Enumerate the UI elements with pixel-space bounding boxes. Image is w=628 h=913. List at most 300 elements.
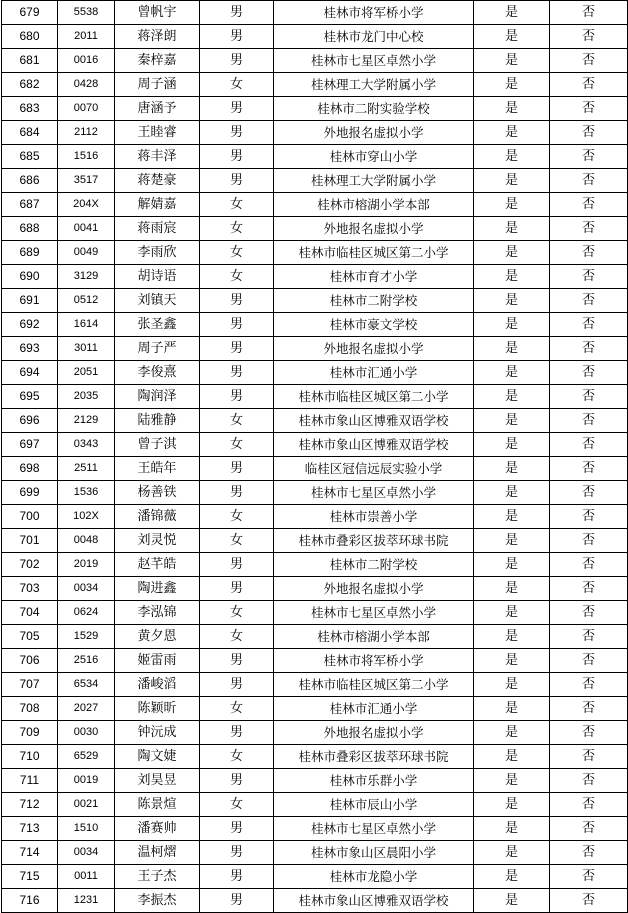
id-suffix-cell: 2112 [58,121,115,145]
table-row [2,265,628,289]
no-flag-cell: 否 [550,409,628,433]
student-list-table [1,0,628,913]
yes-flag-cell: 是 [474,289,550,313]
no-flag-cell: 否 [550,169,628,193]
table-row [2,865,628,889]
no-flag-cell: 否 [550,745,628,769]
no-flag-cell: 否 [550,601,628,625]
table-row [2,577,628,601]
no-flag-cell: 否 [550,289,628,313]
yes-flag-cell: 是 [474,769,550,793]
table-row [2,649,628,673]
student-name-cell: 姬雷雨 [115,649,200,673]
id-suffix-cell: 6534 [58,673,115,697]
table-row [2,745,628,769]
school-name-cell: 桂林市叠彩区拔萃环球书院 [274,529,474,553]
no-flag-cell: 否 [550,553,628,577]
student-name-cell: 王睦睿 [115,121,200,145]
gender-cell: 男 [200,169,274,193]
no-flag-cell: 否 [550,817,628,841]
yes-flag-cell: 是 [474,217,550,241]
gender-cell: 男 [200,25,274,49]
gender-cell: 女 [200,241,274,265]
row-number-cell: 712 [2,793,58,817]
row-number-cell: 701 [2,529,58,553]
student-name-cell: 蒋雨宸 [115,217,200,241]
table-row [2,49,628,73]
school-name-cell: 桂林市叠彩区拔萃环球书院 [274,745,474,769]
school-name-cell: 桂林市七星区卓然小学 [274,601,474,625]
no-flag-cell: 否 [550,841,628,865]
table-row [2,481,628,505]
table-row [2,337,628,361]
yes-flag-cell: 是 [474,625,550,649]
table-body [2,1,628,913]
id-suffix-cell: 2027 [58,697,115,721]
row-number-cell: 714 [2,841,58,865]
school-name-cell: 桂林市象山区晨阳小学 [274,841,474,865]
no-flag-cell: 否 [550,721,628,745]
row-number-cell: 711 [2,769,58,793]
table-row [2,889,628,913]
school-name-cell: 桂林市育才小学 [274,265,474,289]
table-row [2,529,628,553]
school-name-cell: 桂林市辰山小学 [274,793,474,817]
yes-flag-cell: 是 [474,25,550,49]
no-flag-cell: 否 [550,793,628,817]
gender-cell: 女 [200,265,274,289]
id-suffix-cell: 3129 [58,265,115,289]
id-suffix-cell: 0048 [58,529,115,553]
student-name-cell: 秦梓嘉 [115,49,200,73]
row-number-cell: 698 [2,457,58,481]
school-name-cell: 桂林市龙隐小学 [274,865,474,889]
gender-cell: 男 [200,721,274,745]
student-name-cell: 陶润泽 [115,385,200,409]
table-row [2,25,628,49]
school-name-cell: 桂林市临桂区城区第二小学 [274,673,474,697]
gender-cell: 女 [200,697,274,721]
yes-flag-cell: 是 [474,1,550,25]
gender-cell: 男 [200,97,274,121]
row-number-cell: 702 [2,553,58,577]
id-suffix-cell: 0041 [58,217,115,241]
table-row [2,241,628,265]
table-row [2,601,628,625]
yes-flag-cell: 是 [474,673,550,697]
table-row [2,769,628,793]
row-number-cell: 703 [2,577,58,601]
row-number-cell: 691 [2,289,58,313]
gender-cell: 男 [200,769,274,793]
school-name-cell: 桂林市象山区博雅双语学校 [274,889,474,913]
yes-flag-cell: 是 [474,337,550,361]
row-number-cell: 692 [2,313,58,337]
student-name-cell: 黄夕恩 [115,625,200,649]
student-name-cell: 蒋丰泽 [115,145,200,169]
id-suffix-cell: 0016 [58,49,115,73]
gender-cell: 男 [200,361,274,385]
row-number-cell: 706 [2,649,58,673]
school-name-cell: 桂林市崇善小学 [274,505,474,529]
yes-flag-cell: 是 [474,649,550,673]
table-row [2,73,628,97]
no-flag-cell: 否 [550,145,628,169]
gender-cell: 男 [200,337,274,361]
school-name-cell: 桂林理工大学附属小学 [274,73,474,97]
student-name-cell: 陶进鑫 [115,577,200,601]
id-suffix-cell: 0019 [58,769,115,793]
school-name-cell: 桂林市龙门中心校 [274,25,474,49]
table-row [2,625,628,649]
table-row [2,697,628,721]
no-flag-cell: 否 [550,769,628,793]
table-row [2,97,628,121]
gender-cell: 女 [200,625,274,649]
table-row [2,385,628,409]
school-name-cell: 桂林市榕湖小学本部 [274,625,474,649]
id-suffix-cell: 1510 [58,817,115,841]
no-flag-cell: 否 [550,481,628,505]
school-name-cell: 桂林市将军桥小学 [274,649,474,673]
no-flag-cell: 否 [550,697,628,721]
id-suffix-cell: 2516 [58,649,115,673]
id-suffix-cell: 0030 [58,721,115,745]
row-number-cell: 681 [2,49,58,73]
student-name-cell: 王子杰 [115,865,200,889]
school-name-cell: 桂林市七星区卓然小学 [274,817,474,841]
id-suffix-cell: 1231 [58,889,115,913]
school-name-cell: 桂林市临桂区城区第二小学 [274,385,474,409]
yes-flag-cell: 是 [474,145,550,169]
yes-flag-cell: 是 [474,169,550,193]
yes-flag-cell: 是 [474,481,550,505]
id-suffix-cell: 0343 [58,433,115,457]
student-name-cell: 赵芊皓 [115,553,200,577]
student-name-cell: 李振杰 [115,889,200,913]
id-suffix-cell: 0070 [58,97,115,121]
yes-flag-cell: 是 [474,793,550,817]
no-flag-cell: 否 [550,625,628,649]
id-suffix-cell: 1536 [58,481,115,505]
id-suffix-cell: 0034 [58,841,115,865]
table-row [2,409,628,433]
table-row [2,817,628,841]
id-suffix-cell: 0428 [58,73,115,97]
school-name-cell: 桂林市汇通小学 [274,697,474,721]
row-number-cell: 679 [2,1,58,25]
school-name-cell: 桂林市乐群小学 [274,769,474,793]
id-suffix-cell: 204X [58,193,115,217]
id-suffix-cell: 3517 [58,169,115,193]
id-suffix-cell: 0512 [58,289,115,313]
student-name-cell: 曾帆宇 [115,1,200,25]
gender-cell: 男 [200,841,274,865]
no-flag-cell: 否 [550,529,628,553]
yes-flag-cell: 是 [474,433,550,457]
row-number-cell: 699 [2,481,58,505]
student-name-cell: 周子涵 [115,73,200,97]
row-number-cell: 689 [2,241,58,265]
row-number-cell: 684 [2,121,58,145]
student-name-cell: 刘镇天 [115,289,200,313]
id-suffix-cell: 102X [58,505,115,529]
school-name-cell: 桂林市穿山小学 [274,145,474,169]
row-number-cell: 686 [2,169,58,193]
school-name-cell: 桂林市将军桥小学 [274,1,474,25]
gender-cell: 女 [200,73,274,97]
row-number-cell: 683 [2,97,58,121]
gender-cell: 男 [200,577,274,601]
school-name-cell: 桂林市二附学校 [274,289,474,313]
table-row [2,121,628,145]
id-suffix-cell: 0049 [58,241,115,265]
id-suffix-cell: 2019 [58,553,115,577]
row-number-cell: 688 [2,217,58,241]
school-name-cell: 桂林市临桂区城区第二小学 [274,241,474,265]
school-name-cell: 桂林市二附实验学校 [274,97,474,121]
id-suffix-cell: 2011 [58,25,115,49]
student-name-cell: 刘昊昱 [115,769,200,793]
row-number-cell: 705 [2,625,58,649]
row-number-cell: 716 [2,889,58,913]
table-row [2,289,628,313]
gender-cell: 男 [200,889,274,913]
row-number-cell: 680 [2,25,58,49]
row-number-cell: 709 [2,721,58,745]
table-row [2,361,628,385]
no-flag-cell: 否 [550,121,628,145]
gender-cell: 女 [200,793,274,817]
id-suffix-cell: 6529 [58,745,115,769]
student-name-cell: 张圣鑫 [115,313,200,337]
yes-flag-cell: 是 [474,841,550,865]
row-number-cell: 713 [2,817,58,841]
student-name-cell: 蒋泽朗 [115,25,200,49]
no-flag-cell: 否 [550,49,628,73]
gender-cell: 女 [200,409,274,433]
row-number-cell: 695 [2,385,58,409]
student-name-cell: 唐涵予 [115,97,200,121]
student-name-cell: 潘锦薇 [115,505,200,529]
table-row [2,505,628,529]
school-name-cell: 临桂区冠信远辰实验小学 [274,457,474,481]
no-flag-cell: 否 [550,337,628,361]
yes-flag-cell: 是 [474,361,550,385]
table-row [2,193,628,217]
no-flag-cell: 否 [550,241,628,265]
gender-cell: 男 [200,673,274,697]
no-flag-cell: 否 [550,457,628,481]
yes-flag-cell: 是 [474,865,550,889]
id-suffix-cell: 2129 [58,409,115,433]
table-row [2,1,628,25]
yes-flag-cell: 是 [474,313,550,337]
school-name-cell: 外地报名虚拟小学 [274,721,474,745]
gender-cell: 男 [200,313,274,337]
gender-cell: 男 [200,865,274,889]
row-number-cell: 693 [2,337,58,361]
table-row [2,841,628,865]
yes-flag-cell: 是 [474,49,550,73]
gender-cell: 女 [200,217,274,241]
table-row [2,721,628,745]
school-name-cell: 外地报名虚拟小学 [274,577,474,601]
no-flag-cell: 否 [550,385,628,409]
row-number-cell: 707 [2,673,58,697]
no-flag-cell: 否 [550,313,628,337]
gender-cell: 女 [200,745,274,769]
id-suffix-cell: 0011 [58,865,115,889]
yes-flag-cell: 是 [474,409,550,433]
student-name-cell: 李泓锦 [115,601,200,625]
table-row [2,145,628,169]
yes-flag-cell: 是 [474,745,550,769]
table-row [2,793,628,817]
school-name-cell: 桂林市豪文学校 [274,313,474,337]
school-name-cell: 桂林市七星区卓然小学 [274,481,474,505]
no-flag-cell: 否 [550,73,628,97]
student-name-cell: 陆雅静 [115,409,200,433]
table-row [2,673,628,697]
yes-flag-cell: 是 [474,241,550,265]
id-suffix-cell: 0624 [58,601,115,625]
row-number-cell: 704 [2,601,58,625]
row-number-cell: 694 [2,361,58,385]
gender-cell: 男 [200,49,274,73]
school-name-cell: 桂林市二附学校 [274,553,474,577]
school-name-cell: 桂林理工大学附属小学 [274,169,474,193]
row-number-cell: 715 [2,865,58,889]
no-flag-cell: 否 [550,577,628,601]
student-name-cell: 周子严 [115,337,200,361]
gender-cell: 男 [200,385,274,409]
id-suffix-cell: 1529 [58,625,115,649]
school-name-cell: 外地报名虚拟小学 [274,217,474,241]
student-name-cell: 钟沅成 [115,721,200,745]
table-row [2,313,628,337]
no-flag-cell: 否 [550,865,628,889]
row-number-cell: 687 [2,193,58,217]
no-flag-cell: 否 [550,265,628,289]
gender-cell: 男 [200,1,274,25]
school-name-cell: 桂林市象山区博雅双语学校 [274,433,474,457]
table-row [2,433,628,457]
id-suffix-cell: 0021 [58,793,115,817]
no-flag-cell: 否 [550,97,628,121]
gender-cell: 男 [200,817,274,841]
school-name-cell: 桂林市汇通小学 [274,361,474,385]
no-flag-cell: 否 [550,505,628,529]
row-number-cell: 685 [2,145,58,169]
no-flag-cell: 否 [550,25,628,49]
table-row [2,169,628,193]
gender-cell: 男 [200,289,274,313]
student-name-cell: 蒋楚豪 [115,169,200,193]
id-suffix-cell: 2035 [58,385,115,409]
student-name-cell: 李雨欣 [115,241,200,265]
id-suffix-cell: 2051 [58,361,115,385]
student-name-cell: 潘赛帅 [115,817,200,841]
gender-cell: 男 [200,457,274,481]
table-row [2,217,628,241]
gender-cell: 女 [200,529,274,553]
id-suffix-cell: 0034 [58,577,115,601]
yes-flag-cell: 是 [474,505,550,529]
gender-cell: 女 [200,505,274,529]
student-name-cell: 陈颖昕 [115,697,200,721]
gender-cell: 男 [200,121,274,145]
student-name-cell: 陶文婕 [115,745,200,769]
no-flag-cell: 否 [550,433,628,457]
row-number-cell: 700 [2,505,58,529]
no-flag-cell: 否 [550,673,628,697]
school-name-cell: 外地报名虚拟小学 [274,337,474,361]
yes-flag-cell: 是 [474,889,550,913]
yes-flag-cell: 是 [474,265,550,289]
yes-flag-cell: 是 [474,817,550,841]
yes-flag-cell: 是 [474,577,550,601]
table-row [2,457,628,481]
no-flag-cell: 否 [550,649,628,673]
student-name-cell: 解婧嘉 [115,193,200,217]
row-number-cell: 708 [2,697,58,721]
school-name-cell: 桂林市象山区博雅双语学校 [274,409,474,433]
row-number-cell: 690 [2,265,58,289]
student-name-cell: 胡诗语 [115,265,200,289]
gender-cell: 男 [200,649,274,673]
student-name-cell: 杨善铁 [115,481,200,505]
yes-flag-cell: 是 [474,193,550,217]
school-name-cell: 桂林市七星区卓然小学 [274,49,474,73]
row-number-cell: 682 [2,73,58,97]
yes-flag-cell: 是 [474,73,550,97]
gender-cell: 女 [200,193,274,217]
no-flag-cell: 否 [550,1,628,25]
id-suffix-cell: 3011 [58,337,115,361]
student-name-cell: 李俊熹 [115,361,200,385]
yes-flag-cell: 是 [474,553,550,577]
yes-flag-cell: 是 [474,721,550,745]
school-name-cell: 桂林市榕湖小学本部 [274,193,474,217]
id-suffix-cell: 1516 [58,145,115,169]
id-suffix-cell: 1614 [58,313,115,337]
no-flag-cell: 否 [550,193,628,217]
table-row [2,553,628,577]
no-flag-cell: 否 [550,361,628,385]
gender-cell: 男 [200,145,274,169]
yes-flag-cell: 是 [474,97,550,121]
no-flag-cell: 否 [550,889,628,913]
student-name-cell: 陈景煊 [115,793,200,817]
no-flag-cell: 否 [550,217,628,241]
student-name-cell: 王皓年 [115,457,200,481]
gender-cell: 女 [200,601,274,625]
row-number-cell: 696 [2,409,58,433]
school-name-cell: 外地报名虚拟小学 [274,121,474,145]
yes-flag-cell: 是 [474,121,550,145]
id-suffix-cell: 5538 [58,1,115,25]
yes-flag-cell: 是 [474,385,550,409]
yes-flag-cell: 是 [474,601,550,625]
gender-cell: 女 [200,433,274,457]
gender-cell: 男 [200,481,274,505]
student-name-cell: 曾子淇 [115,433,200,457]
gender-cell: 男 [200,553,274,577]
id-suffix-cell: 2511 [58,457,115,481]
student-name-cell: 潘峻滔 [115,673,200,697]
row-number-cell: 710 [2,745,58,769]
